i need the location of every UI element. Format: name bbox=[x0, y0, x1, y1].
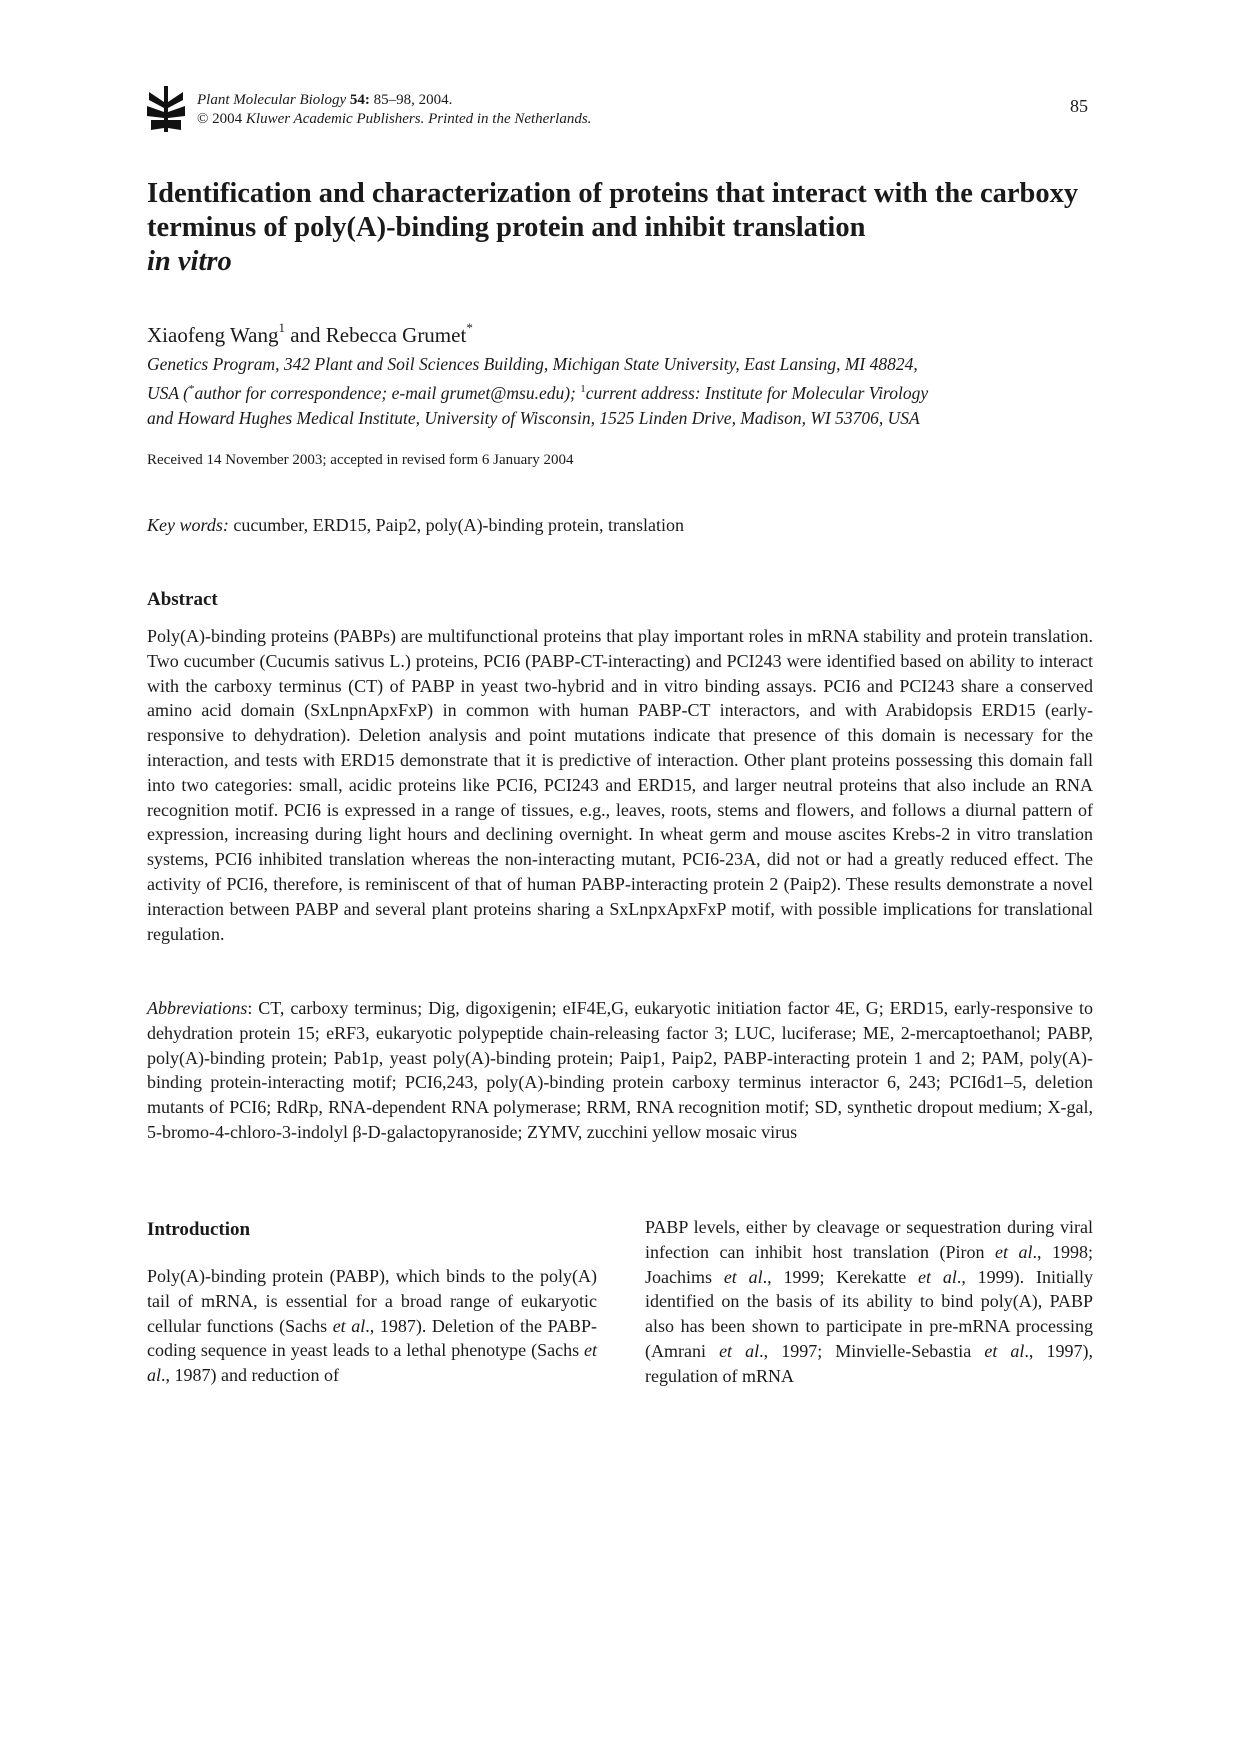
affiliation-sup: 1 bbox=[580, 383, 586, 395]
abbreviations bbox=[147, 996, 1093, 1145]
intro-right-text-1: PABP levels, either by cleavage or sequestration during viral infection can inhibit host translation (Piron bbox=[645, 1217, 1093, 1262]
introduction-heading: Introduction bbox=[147, 1219, 251, 1240]
copyright-year: 2004 bbox=[212, 111, 243, 127]
introduction-right-column bbox=[645, 1215, 1093, 1389]
intro-right-text-2: ., 1998; Joachims bbox=[645, 1241, 1093, 1287]
author-2: and Rebecca Grumet bbox=[284, 323, 467, 347]
affiliation-email: author for correspondence; e-mail grumet@msu.edu); bbox=[194, 382, 581, 403]
journal-volume: 54: bbox=[349, 92, 370, 108]
abbreviations-text: : CT, carboxy terminus; Dig, digoxigenin; eIF4E,G, eukaryotic initiation factor 4E, G; ERD15, early-responsive to dehydration protein 15; eRF3, eukaryotic polypeptide chain-releasing factor 3; LUC, luciferase; ME, 2-mercaptoethanol; PABP, poly(A)-binding protein; Pab1p, yeast poly(A)-binding protein; Paip1, Paip2, PABP-interacting protein 1 and 2; PAM, poly(A)-binding protein-interacting motif; PCI6,243, poly(A)-binding protein carboxy terminus interactor 6, 243; PCI6d1–5, deletion mutants of PCI6; RdRp, RNA-dependent RNA polymerase; RRM, RNA recognition motif; SD, synthetic dropout medium; X-gal, 5-bromo-4-chloro-3-indolyl β-D-galactopyranoside; ZYMV, zucchini yellow mosaic virus bbox=[147, 998, 1093, 1142]
intro-left-text-2: ., 1987). Deletion of the PABP-coding sequence in yeast leads to a lethal phenotype (Sachs bbox=[147, 1315, 597, 1361]
publisher: Kluwer Academic Publishers. Printed in the Netherlands. bbox=[245, 111, 592, 127]
affiliation-line-2 bbox=[147, 377, 1093, 406]
journal-pages-year: 85–98, 2004. bbox=[373, 92, 453, 108]
intro-left-etal-1: et al bbox=[332, 1315, 366, 1336]
keywords-label: Key words: bbox=[147, 515, 229, 535]
authors bbox=[147, 322, 473, 348]
affiliation-current-address: current address: Institute for Molecular Virology bbox=[585, 382, 929, 403]
intro-left-text-1: Poly(A)-binding protein (PABP), which binds to the poly(A) tail of mRNA, is essential for a broad range of eukaryotic cellular functions (Sachs bbox=[147, 1266, 597, 1336]
journal-citation bbox=[197, 91, 591, 129]
intro-right-etal-1: et al bbox=[994, 1241, 1033, 1262]
abstract-text: Poly(A)-binding proteins (PABPs) are multifunctional proteins that play important roles in mRNA stability and protein translation. Two cucumber (Cucumis sativus L.) proteins, PCI6 (PABP-CT-interacting) and PCI243 were identified based on ability to interact with the carboxy terminus (CT) of PABP in yeast two-hybrid and in vitro binding assays. PCI6 and PCI243 share a conserved amino acid domain (SxLnpnApxFxP) in common with human PABP-CT interactors, and with Arabidopsis ERD15 (early-responsive to dehydration). Deletion analysis and point mutations indicate that presence of this domain is necessary for the interaction, and tests with ERD15 demonstrate that it is predictive of interaction. Other plant proteins possessing this domain fall into two categories: small, acidic proteins like PCI6, PCI243 and ERD15, and larger neutral proteins that also include an RNA recognition motif. PCI6 is expressed in a range of tissues, e.g., leaves, roots, stems and flowers, and follows a diurnal pattern of expression, increasing during light hours and declining overnight. In wheat germ and mouse ascites Krebs-2 in vitro translation systems, PCI6 inhibited translation whereas the non-interacting mutant, PCI6-23A, did not or had a greatly reduced effect. The activity of PCI6, therefore, is reminiscent of that of human PABP-interacting protein 2 (Paip2). These results demonstrate a novel interaction between PABP and several plant proteins sharing a SxLnpxApxFxP motif, with possible implications for translational regulation. bbox=[147, 626, 1093, 944]
intro-right-etal-4: et al bbox=[719, 1340, 760, 1361]
intro-right-text-3: ., 1999; Kerekatte bbox=[762, 1266, 919, 1287]
intro-left-text-3: ., 1987) and reduction of bbox=[161, 1365, 339, 1386]
copyright-symbol: © bbox=[197, 111, 209, 127]
affiliation bbox=[147, 352, 1093, 431]
intro-right-text-6: ., 1997), regulation of mRNA bbox=[645, 1340, 1093, 1386]
journal-name: Plant Molecular Biology bbox=[197, 92, 347, 108]
abstract-heading: Abstract bbox=[147, 589, 218, 610]
introduction-left-column bbox=[147, 1264, 597, 1388]
affiliation-line-2a: USA ( bbox=[147, 382, 189, 403]
author-2-superscript: * bbox=[466, 320, 473, 335]
author-1-superscript: 1 bbox=[278, 320, 285, 335]
title-main: Identification and characterization of proteins that interact with the carboxy terminus of poly(A)-binding protein and inhibit translation bbox=[147, 178, 1079, 243]
intro-right-etal-3: et al bbox=[918, 1266, 957, 1287]
intro-left-etal-2: et al bbox=[147, 1340, 597, 1386]
page-number: 85 bbox=[1070, 96, 1088, 116]
received-dates: Received 14 November 2003; accepted in revised form 6 January 2004 bbox=[147, 452, 574, 468]
affiliation-line-3: and Howard Hughes Medical Institute, University of Wisconsin, 1525 Linden Drive, Madison, WI 53706, USA bbox=[147, 407, 920, 428]
affiliation-line-1: Genetics Program, 342 Plant and Soil Sciences Building, Michigan State University, East Lansing, MI 48824, bbox=[147, 354, 918, 374]
intro-right-etal-5: et al bbox=[984, 1340, 1025, 1361]
intro-right-etal-2: et al bbox=[723, 1266, 763, 1287]
intro-right-text-4: ., 1999). Initially identified on the basis of its ability to bind poly(A), PABP also has been shown to participate in pre-mRNA processing (Amrani bbox=[645, 1266, 1093, 1361]
title-italic: in vitro bbox=[147, 246, 232, 277]
keywords-list: cucumber, ERD15, Paip2, poly(A)-binding protein, translation bbox=[228, 515, 685, 535]
intro-right-text-5: ., 1997; Minvielle-Sebastia bbox=[759, 1340, 985, 1361]
article-title bbox=[147, 177, 1107, 279]
author-1: Xiaofeng Wang bbox=[147, 323, 279, 347]
abbreviations-label: Abbreviations bbox=[147, 998, 248, 1018]
affiliation-star: * bbox=[188, 383, 195, 395]
keywords bbox=[147, 515, 684, 536]
kluwer-logo-icon bbox=[147, 86, 185, 132]
